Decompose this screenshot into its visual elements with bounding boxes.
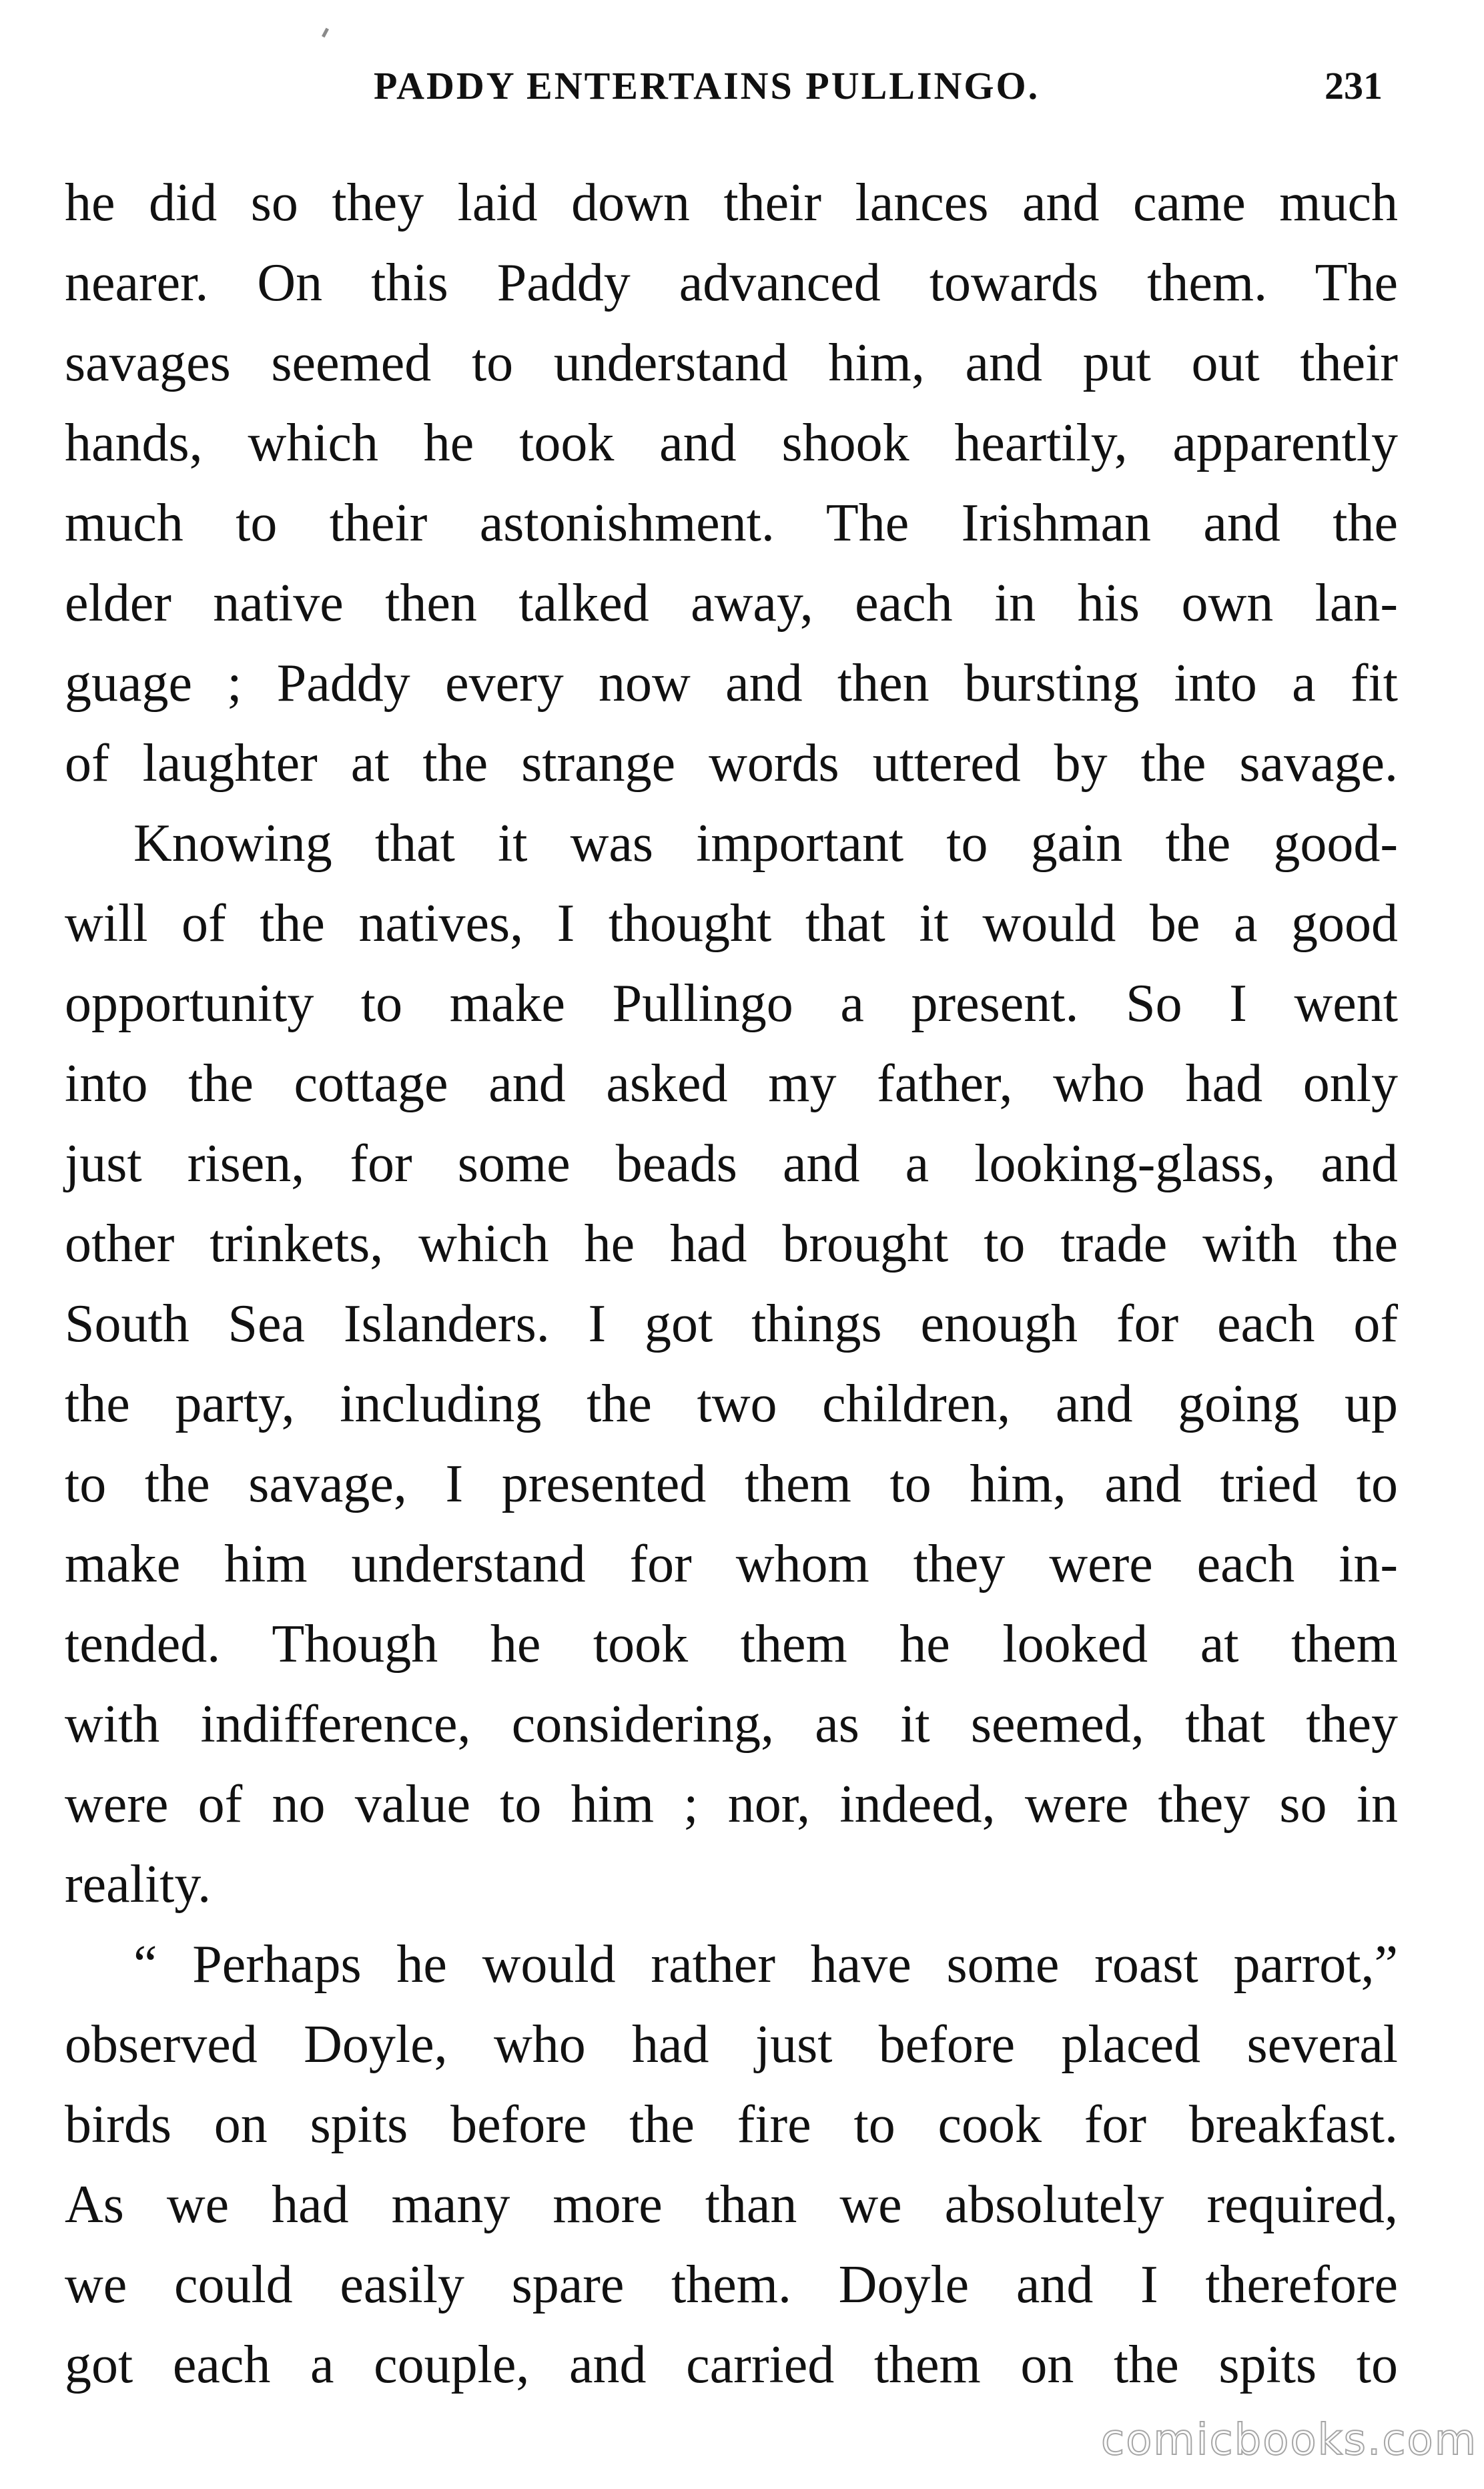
- watermark: comicbooks.com: [1101, 2416, 1478, 2465]
- text-line: of laughter at the strange words uttered by the savage.: [65, 734, 1398, 793]
- text-line: to the savage, I presented them to him, and tried to: [65, 1455, 1398, 1513]
- paragraph-first-line: “ Perhaps he would rather have some roast parrot,”: [133, 1935, 1398, 1994]
- text-line: hands, which he took and shook heartily, apparently: [65, 414, 1398, 472]
- text-line: other trinkets, which he had brought to trade with the: [65, 1214, 1398, 1273]
- text-line: just risen, for some beads and a looking-glass, and: [65, 1134, 1398, 1193]
- text-line: will of the natives, I thought that it would be a good: [65, 894, 1398, 953]
- text-line: make him understand for whom they were each in-: [65, 1535, 1398, 1593]
- text-line: tended. Though he took them he looked at them: [65, 1615, 1398, 1674]
- text-line: he did so they laid down their lances and came much: [65, 173, 1398, 232]
- text-line: birds on spits before the fire to cook for breakfast.: [65, 2095, 1398, 2154]
- text-line: elder native then talked away, each in his own lan-: [65, 574, 1398, 633]
- text-line: As we had many more than we absolutely required,: [65, 2175, 1398, 2234]
- text-line: guage ; Paddy every now and then bursting into a fit: [65, 654, 1398, 713]
- text-line: the party, including the two children, and going up: [65, 1375, 1398, 1433]
- text-line: we could easily spare them. Doyle and I therefore: [65, 2255, 1398, 2314]
- text-line: much to their astonishment. The Irishman and the: [65, 494, 1398, 553]
- text-line: were of no value to him ; nor, indeed, were they so in: [65, 1775, 1398, 1834]
- text-line: with indifference, considering, as it seemed, that they: [65, 1695, 1398, 1754]
- text-line: nearer. On this Paddy advanced towards them. The: [65, 254, 1398, 312]
- paragraph-last-line: reality.: [65, 1855, 212, 1914]
- text-line: opportunity to make Pullingo a present. So I went: [65, 974, 1398, 1033]
- running-title: PADDY ENTERTAINS PULLINGO.: [374, 64, 1040, 107]
- running-head: [0, 63, 1484, 117]
- text-line: got each a couple, and carried them on the spits to: [65, 2336, 1398, 2394]
- page-number: 231: [1325, 64, 1383, 107]
- ink-speck: [322, 28, 329, 38]
- text-line: savages seemed to understand him, and put out their: [65, 334, 1398, 392]
- paragraph-first-line: Knowing that it was important to gain the good-: [133, 814, 1398, 873]
- text-line: South Sea Islanders. I got things enough for each of: [65, 1295, 1398, 1353]
- text-line: observed Doyle, who had just before placed several: [65, 2015, 1398, 2074]
- text-line: into the cottage and asked my father, who had only: [65, 1054, 1398, 1113]
